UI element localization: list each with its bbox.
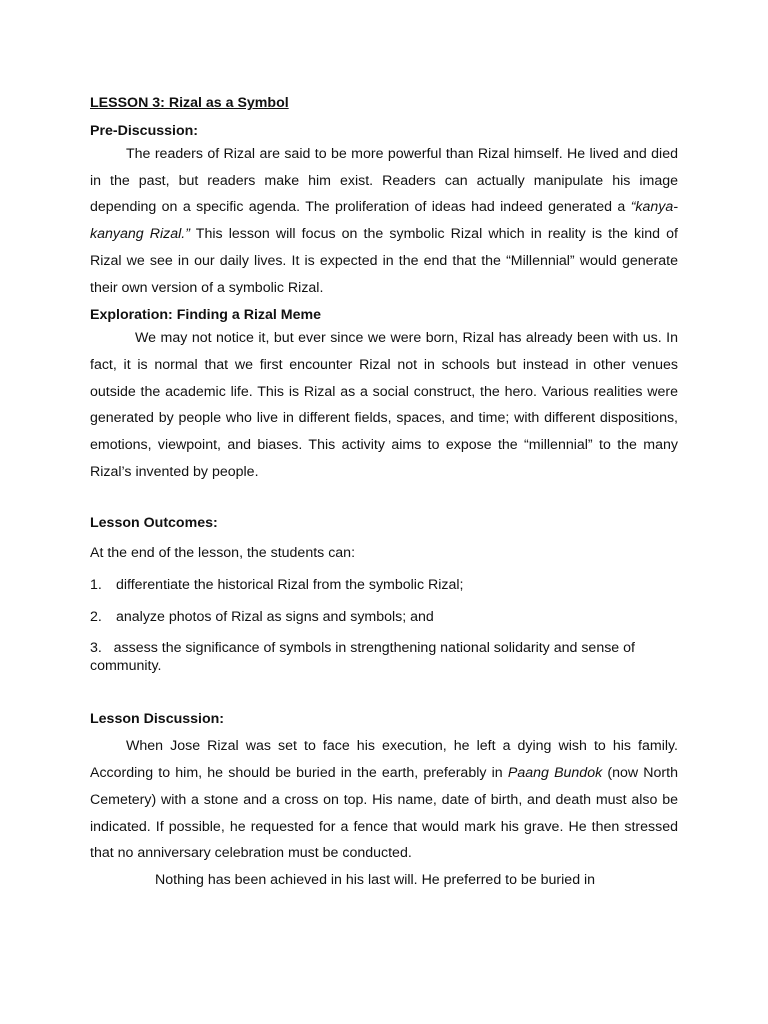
exploration-heading: Exploration: Finding a Rizal Meme [90,307,321,324]
outcome-number: 1. [90,577,102,594]
pre-discussion-text-2: This lesson will focus on the symbolic Rizal which in reality is the kind of Rizal we see in our daily lives. It is expected in the end that the “Millennial” would generate their own version of a symbolic Rizal. [90,226,678,296]
exploration-paragraph: We may not notice it, but ever since we were born, Rizal has already been with us. In fact, it is normal that we first encounter Rizal not in schools but instead in other venues outside the academic life. This is Rizal as a social construct, the hero. Various realities were generated by people who live in different fields, spaces, and time; with different dispositions, emotions, viewpoint, and biases. This activity aims to expose the “millennial” to the many Rizal’s invented by people. [90,330,678,480]
discussion-italic: Paang Bundok [507,765,603,782]
outcome-item [90,607,678,627]
outcome-text: differentiate the historical Rizal from the symbolic Rizal; [116,577,464,594]
outcome-number: 3. [90,640,102,657]
outcome-text: analyze photos of Rizal as signs and symbols; and [116,609,434,626]
document-body [90,93,678,894]
outcome-number: 2. [90,609,102,626]
pre-discussion-paragraph [90,141,678,301]
outcome-text: assess the significance of symbols in strengthening national solidarity and sense of community. [90,640,635,675]
pre-discussion-heading: Pre-Discussion: [90,123,199,139]
outcomes-heading: Lesson Outcomes: [90,515,218,532]
discussion-continuation: Nothing has been achieved in his last will. He preferred to be buried in [155,871,596,888]
discussion-text-2: (now North Cemetery) with a stone and a cross on top. His name, date of birth, and death must also be indicated. If possible, he requested for a fence that would mark his grave. He then stressed that no anniversary celebration must be conducted. [90,765,678,862]
discussion-paragraph [90,733,678,867]
pre-discussion-text-1: The readers of Rizal are said to be more powerful than Rizal himself. He lived and died in the past, but readers make him exist. Readers can actually manipulate his image depending on a specific agenda. The proliferation of ideas had indeed generated a [90,146,678,216]
outcomes-intro: At the end of the lesson, the students can: [90,545,356,562]
outcome-item [90,639,678,675]
outcome-item [90,575,678,595]
discussion-text-1: When Jose Rizal was set to face his execution, he left a dying wish to his family. According to him, he should be buried in the earth, preferably in [90,738,678,782]
pre-discussion-italic: “kanya-kanyang Rizal.” [90,199,678,243]
lesson-title: LESSON 3: Rizal as a Symbol [90,95,289,111]
discussion-heading: Lesson Discussion: [90,711,225,728]
